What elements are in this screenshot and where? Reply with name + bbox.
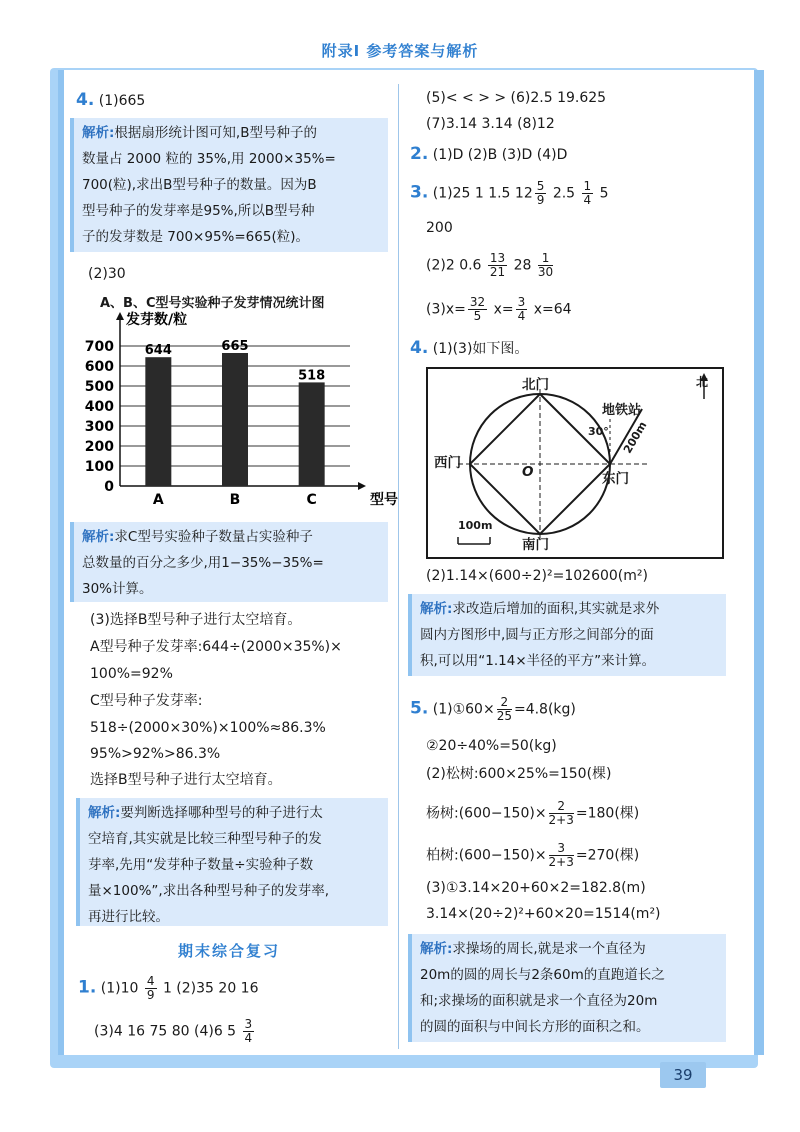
analysis-line: 量×100%”,求出各种型号种子的发芽率, [88, 883, 329, 899]
angle-label: 30° [588, 425, 609, 438]
fraction [243, 1018, 255, 1045]
q4-3-line: 95%>92%>86.3% [90, 746, 221, 762]
numerator: 2 [549, 800, 574, 814]
q3-line-3 [426, 252, 555, 279]
y-tick-label: 300 [84, 419, 114, 435]
denominator: 9 [536, 193, 545, 207]
denominator: 4 [583, 193, 592, 207]
metro-label: 地铁站 [602, 403, 642, 418]
answer-text: =4.8(kg) [513, 701, 576, 718]
numerator: 3 [549, 842, 574, 856]
answer-text: =180(棵) [575, 805, 640, 822]
q5-line-1 [410, 696, 576, 723]
analysis-line: 的圆的面积与中间长方形的面积之和。 [420, 1019, 650, 1035]
numerator: 5 [536, 179, 545, 193]
q3-line-2: 200 [426, 220, 453, 236]
right-line: (5)< < > > (6)2.5 19.625 [426, 90, 607, 106]
chart-title: A、B、C型号实验种子发芽情况统计图 [100, 296, 325, 311]
x-axis-arrow [358, 482, 366, 490]
analysis-line: 和;求操场的面积就是求一个直径为20m [420, 993, 658, 1009]
x-axis-label: 型号 [370, 492, 398, 508]
y-tick-label: 700 [84, 339, 114, 355]
y-tick-label: 600 [84, 359, 114, 375]
right-line: (7)3.14 3.14 (8)12 [426, 116, 555, 132]
south-gate-label: 南门 [522, 537, 549, 553]
q5-line-7: 3.14×(20÷2)²+60×20=1514(m²) [426, 906, 661, 922]
west-gate-label: 西门 [434, 455, 461, 471]
fraction [468, 296, 487, 323]
y-tick-label: 0 [104, 479, 114, 495]
analysis-label: 解析: [82, 529, 115, 545]
analysis-line: 芽率,先用“发芽种子数量÷实验种子数 [88, 857, 314, 873]
analysis-line: 圆内方图形中,圆与正方形之间部分的面 [420, 627, 654, 643]
campus-map [426, 367, 724, 559]
center-label: O [522, 464, 534, 480]
fraction [549, 800, 574, 827]
answer-text: (1)25 1 1.5 12 [432, 185, 533, 202]
bar-B [222, 353, 248, 486]
x-tick-label: A [152, 492, 164, 508]
answer-text: (1)10 [100, 980, 139, 997]
answer-text: x= [493, 301, 514, 318]
numerator: 1 [583, 179, 592, 193]
answer-text: 5 [599, 185, 609, 202]
analysis-line: 子的发芽数是 700×95%=665(粒)。 [82, 229, 309, 245]
fraction [549, 842, 574, 869]
answer-text: (1)(3)如下图。 [432, 341, 529, 357]
y-tick-label: 200 [84, 439, 114, 455]
analysis-box-5 [408, 934, 726, 1042]
fraction [535, 180, 547, 207]
section-title: 期末综合复习 [178, 942, 281, 960]
question-number: 1. [78, 977, 97, 998]
numerator: 32 [469, 295, 486, 309]
question-number: 2. [410, 144, 429, 164]
left-q4-2: (2)30 [88, 266, 126, 282]
answer-text: 柏树:(600−150)× [426, 847, 547, 864]
page-number: 39 [660, 1062, 706, 1088]
analysis-line: 求操场的周长,就是求一个直径为 [452, 941, 646, 957]
north-label: 北 [696, 375, 709, 389]
analysis-line: 30%计算。 [82, 581, 153, 597]
answer-text: =270(棵) [575, 847, 640, 864]
q5-line-3: (2)松树:600×25%=150(棵) [426, 766, 612, 782]
analysis-box-4 [408, 594, 726, 676]
analysis-line: 型号种子的发芽率是95%,所以B型号种 [82, 203, 315, 219]
distance-label: 200m [620, 419, 650, 456]
scale-label: 100m [458, 519, 493, 532]
numerator: 3 [517, 295, 526, 309]
q5-line-4 [426, 800, 639, 827]
bar-value-label: 644 [144, 343, 172, 359]
numerator: 3 [244, 1017, 253, 1031]
analysis-label: 解析: [88, 805, 121, 821]
q4-3-line: 100%=92% [90, 666, 173, 682]
analysis-box-1 [70, 118, 388, 252]
y-tick-label: 500 [84, 379, 114, 395]
x-tick-label: B [229, 492, 241, 508]
analysis-line: 700(粒),求出B型号种子的数量。因为B [82, 177, 317, 193]
analysis-line: 数量占 2000 粒的 35%,用 2000×35%= [82, 151, 336, 167]
fraction [516, 296, 528, 323]
fraction [538, 252, 553, 279]
answer-text: (3)x= [426, 301, 466, 318]
analysis-line: 根据扇形统计图可知,B型号种子的 [114, 125, 317, 141]
y-tick-label: 400 [84, 399, 114, 415]
q1-line-1 [78, 975, 259, 1002]
bar-value-label: 665 [221, 339, 249, 354]
answer-text: (2)2 0.6 [426, 257, 482, 274]
denominator: 4 [517, 309, 526, 323]
analysis-line: 空培育,其实就是比较三种型号种子的发 [88, 831, 322, 847]
left-q4-line [76, 90, 145, 111]
q4-right-line-2: (2)1.14×(600÷2)²=102600(m²) [426, 568, 648, 584]
analysis-label: 解析: [420, 601, 453, 617]
column-divider [398, 84, 399, 1049]
denominator: 9 [146, 988, 155, 1002]
q5-line-5 [426, 842, 639, 869]
page-header: 附录Ⅰ 参考答案与解析 [321, 42, 479, 60]
answer-text: 杨树:(600−150)× [426, 805, 547, 822]
q4-right-line [410, 338, 528, 359]
y-axis-arrow [116, 312, 124, 320]
analysis-box-3 [76, 798, 388, 926]
analysis-line: 求C型号实验种子数量占实验种子 [114, 529, 313, 545]
numerator: 4 [146, 974, 155, 988]
fraction [497, 696, 512, 723]
question-number: 5. [410, 698, 429, 719]
fraction [582, 180, 594, 207]
answer-text: (1)D (2)B (3)D (4)D [432, 147, 568, 163]
answer-text: (1)665 [98, 93, 146, 109]
denominator: 2+3 [548, 813, 574, 827]
analysis-line: 求改造后增加的面积,其实就是求外 [452, 601, 660, 617]
q1-line-2 [94, 1018, 256, 1045]
analysis-line: 总数量的百分之多少,用1−35%−35%= [82, 555, 324, 571]
q4-3-line: 选择B型号种子进行太空培育。 [90, 772, 282, 788]
denominator: 25 [496, 709, 512, 723]
denominator: 2+3 [548, 855, 574, 869]
q5-line-6: (3)①3.14×20+60×2=182.8(m) [426, 880, 646, 896]
bar-C [299, 382, 325, 486]
analysis-line: 20m的圆的周长与2条60m的直跑道长之 [420, 967, 665, 983]
q3-line-4 [426, 296, 572, 323]
analysis-label: 解析: [420, 941, 453, 957]
q5-line-2: ②20÷40%=50(kg) [426, 738, 557, 754]
answer-text: (1)①60× [432, 701, 495, 718]
answer-text: 28 [513, 257, 532, 274]
denominator: 30 [537, 265, 554, 279]
y-axis-label: 发芽数/粒 [126, 312, 188, 328]
question-number: 4. [410, 338, 429, 358]
answer-text: x=64 [533, 301, 572, 318]
answer-text: (3)4 16 75 80 (4)6 5 [94, 1023, 237, 1040]
analysis-line: 要判断选择哪种型号的种子进行太 [120, 805, 323, 821]
answer-text: 1 (2)35 20 16 [162, 980, 259, 997]
answer-text: 2.5 [552, 185, 576, 202]
q2-line [410, 144, 567, 165]
denominator: 5 [473, 309, 482, 323]
y-tick-label: 100 [84, 459, 114, 475]
q4-3-line: C型号种子发芽率: [90, 693, 203, 709]
fraction [488, 252, 507, 279]
q3-line-1 [410, 180, 609, 207]
north-gate-label: 北门 [522, 377, 549, 393]
analysis-label: 解析: [82, 125, 115, 141]
denominator: 4 [244, 1031, 253, 1045]
numerator: 2 [497, 696, 512, 710]
bar-A [145, 357, 171, 486]
analysis-line: 再进行比较。 [88, 909, 169, 925]
analysis-line: 积,可以用“1.14×半径的平方”来计算。 [420, 653, 656, 669]
q4-3-line: (3)选择B型号种子进行太空培育。 [90, 612, 302, 628]
q4-3-line: A型号种子发芽率:644÷(2000×35%)× [90, 639, 342, 655]
numerator: 1 [538, 252, 553, 266]
analysis-box-2 [70, 522, 388, 602]
numerator: 13 [489, 251, 506, 265]
x-tick-label: C [306, 492, 317, 508]
fraction [145, 975, 157, 1002]
bar-value-label: 518 [298, 368, 326, 384]
question-number: 4. [76, 90, 95, 110]
denominator: 21 [489, 265, 506, 279]
east-gate-label: 东门 [602, 471, 629, 487]
question-number: 3. [410, 182, 429, 203]
bar-chart [80, 310, 398, 515]
q4-3-line: 518÷(2000×30%)×100%≈86.3% [90, 720, 326, 736]
